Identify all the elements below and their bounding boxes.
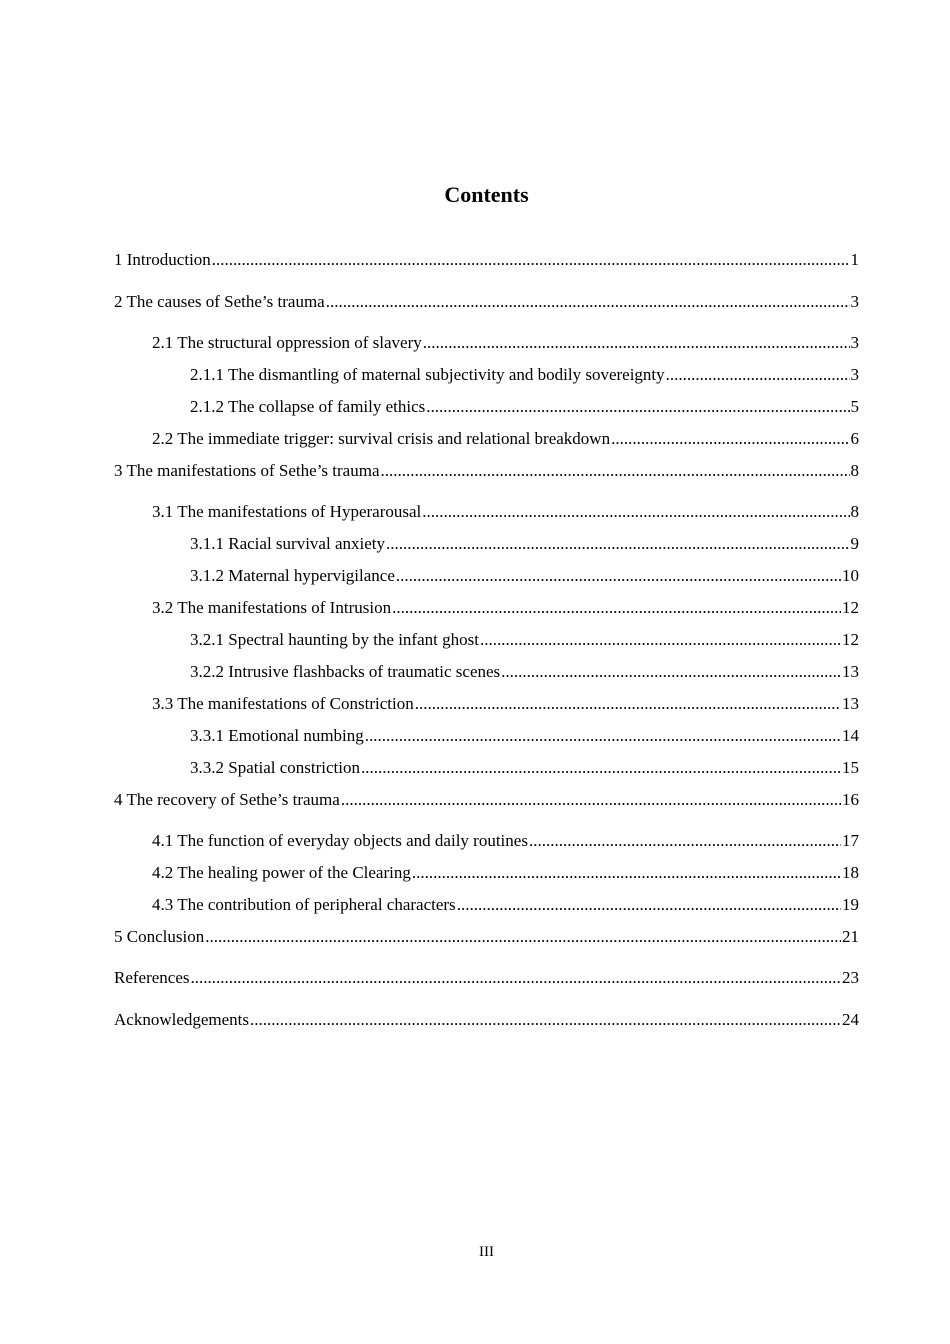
toc-entry-section-2-1-2[interactable]	[190, 396, 859, 418]
toc-entry-text: 2.2 The immediate trigger: survival crisis and relational breakdown	[152, 429, 611, 448]
dot-leader	[666, 364, 850, 386]
dot-leader	[412, 862, 841, 884]
toc-page-number: 14	[842, 726, 859, 745]
dot-leader	[415, 693, 841, 715]
toc-entry-text: 4.3 The contribution of peripheral characters	[152, 895, 456, 914]
dot-leader	[457, 894, 841, 916]
toc-entry-text: 5 Conclusion	[114, 927, 205, 946]
toc-entry-text: 3.1.2 Maternal hypervigilance	[190, 566, 395, 585]
toc-entry-text: 3.3.1 Emotional numbing	[190, 726, 364, 745]
toc-page-number: 18	[842, 863, 859, 882]
toc-entry-section-2-1-1[interactable]	[190, 364, 859, 386]
toc-entry-text: Acknowledgements	[114, 1010, 250, 1029]
dot-leader	[341, 789, 841, 811]
toc-entry-section-4-3[interactable]	[152, 894, 859, 916]
dot-leader	[396, 565, 841, 587]
toc-page-number: 24	[842, 1010, 859, 1029]
dot-leader	[480, 629, 841, 651]
toc-page-number: 3	[850, 292, 859, 311]
dot-leader	[250, 1009, 841, 1031]
dot-leader	[423, 332, 850, 354]
toc-entry-conclusion[interactable]	[114, 926, 859, 948]
dot-leader	[426, 396, 849, 418]
toc-page-number: 16	[842, 790, 859, 809]
toc-entry-text: 3.1.1 Racial survival anxiety	[190, 534, 385, 553]
toc-entry-section-2-1[interactable]	[152, 332, 859, 354]
toc-entry-text: 3.2.1 Spectral haunting by the infant ghost	[190, 630, 479, 649]
toc-page-number: 17	[842, 831, 859, 850]
toc-entry-text: 2.1.1 The dismantling of maternal subjectivity and bodily sovereignty	[190, 365, 665, 384]
toc-entry-text: 2.1.2 The collapse of family ethics	[190, 397, 426, 416]
toc-page-number: 8	[850, 502, 859, 521]
toc-entry-section-3-1[interactable]	[152, 501, 859, 523]
toc-entry-acknowledgements[interactable]	[114, 1009, 859, 1031]
toc-entry-introduction[interactable]	[114, 249, 859, 271]
toc-entry-section-2-2[interactable]	[152, 428, 859, 450]
toc-page-number: 13	[842, 662, 859, 681]
toc-entry-chapter-4[interactable]	[114, 789, 859, 811]
toc-page-number: 12	[842, 598, 859, 617]
toc-page-number: 6	[850, 429, 859, 448]
toc-entry-chapter-3[interactable]	[114, 460, 859, 482]
toc-page-number: 10	[842, 566, 859, 585]
toc-page-number: 15	[842, 758, 859, 777]
toc-entry-text: 3.3 The manifestations of Constriction	[152, 694, 414, 713]
toc-entry-text: 3.2 The manifestations of Intrusion	[152, 598, 392, 617]
toc-entry-text: 4 The recovery of Sethe’s trauma	[114, 790, 340, 809]
dot-leader	[422, 501, 849, 523]
dot-leader	[361, 757, 841, 779]
dot-leader	[365, 725, 841, 747]
dot-leader	[386, 533, 850, 555]
dot-leader	[380, 460, 849, 482]
dot-leader	[501, 661, 841, 683]
contents-title: Contents	[444, 182, 529, 207]
footer-page-number: III	[479, 1244, 494, 1260]
toc-entry-section-3-2[interactable]	[152, 597, 859, 619]
toc-entry-text: 4.2 The healing power of the Clearing	[152, 863, 411, 882]
toc-entry-text: 2.1 The structural oppression of slavery	[152, 333, 422, 352]
toc-page-number: 3	[850, 333, 859, 352]
toc-entry-text: 4.1 The function of everyday objects and daily routines	[152, 831, 528, 850]
toc-entry-section-4-1[interactable]	[152, 830, 859, 852]
toc-page-number: 5	[850, 397, 859, 416]
toc-entry-section-3-2-2[interactable]	[190, 661, 859, 683]
dot-leader	[191, 967, 841, 989]
toc-entry-text: 3 The manifestations of Sethe’s trauma	[114, 461, 380, 480]
dot-leader	[205, 926, 841, 948]
toc-entry-text: 1 Introduction	[114, 250, 211, 269]
dot-leader	[326, 291, 850, 313]
dot-leader	[611, 428, 849, 450]
toc-entry-section-3-3[interactable]	[152, 693, 859, 715]
toc-entry-section-3-1-1[interactable]	[190, 533, 859, 555]
toc-page-number: 1	[850, 250, 859, 269]
toc-entry-text: 3.3.2 Spatial constriction	[190, 758, 360, 777]
toc-entry-text: 3.2.2 Intrusive flashbacks of traumatic scenes	[190, 662, 501, 681]
dot-leader	[392, 597, 841, 619]
toc-entry-section-3-3-1[interactable]	[190, 725, 859, 747]
toc-page-number: 3	[850, 365, 859, 384]
toc-entry-section-3-2-1[interactable]	[190, 629, 859, 651]
dot-leader	[529, 830, 841, 852]
toc-entry-text: 2 The causes of Sethe’s trauma	[114, 292, 325, 311]
dot-leader	[212, 249, 850, 271]
toc-entry-section-3-3-2[interactable]	[190, 757, 859, 779]
toc-page-number: 13	[842, 694, 859, 713]
toc-entry-text: 3.1 The manifestations of Hyperarousal	[152, 502, 422, 521]
toc-entry-chapter-2[interactable]	[114, 291, 859, 313]
toc-page-number: 12	[842, 630, 859, 649]
toc-entry-text: References	[114, 968, 190, 987]
toc-page-number: 23	[842, 968, 859, 987]
toc-entry-section-3-1-2[interactable]	[190, 565, 859, 587]
toc-page-number: 19	[842, 895, 859, 914]
toc-page-number: 21	[842, 927, 859, 946]
toc-entry-references[interactable]	[114, 967, 859, 989]
toc-page-number: 8	[850, 461, 859, 480]
toc-entry-section-4-2[interactable]	[152, 862, 859, 884]
toc-page-number: 9	[850, 534, 859, 553]
